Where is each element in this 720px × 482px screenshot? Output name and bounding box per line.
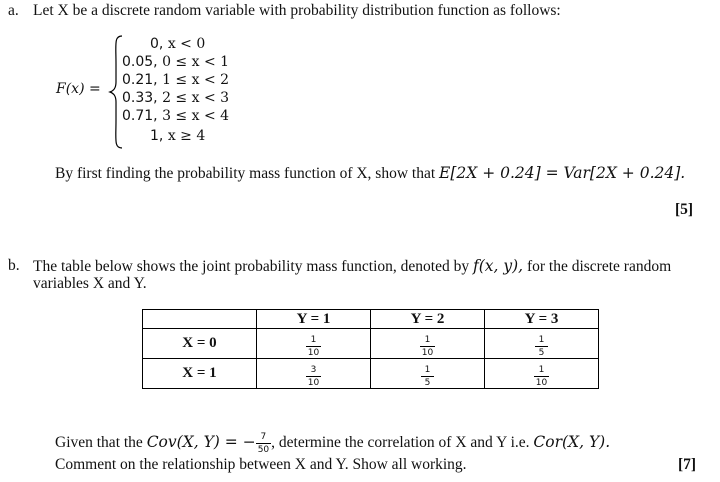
row-header-x0: X = 0 — [143, 329, 257, 359]
case-value: 0.71 — [122, 108, 154, 124]
case-separator: , — [158, 36, 168, 52]
cell-x1-y2: $\frac{1}{5}$ — [371, 359, 485, 389]
question-b-label: b. — [8, 257, 20, 274]
case-value: 0.33 — [122, 90, 154, 106]
cell-x1-y3: $\frac{1}{10}$ — [485, 359, 599, 389]
case-value: 1 — [150, 128, 159, 144]
question-b-marks: [7] — [678, 456, 697, 473]
cell-x0-y2: $\frac{1}{10}$ — [371, 329, 485, 359]
case-condition: x ≥ 4 — [167, 128, 206, 144]
col-header-y3: Y = 3 — [485, 310, 599, 329]
question-a-label: a. — [8, 2, 19, 19]
case-condition: 1 ≤ x < 2 — [162, 72, 230, 88]
question-b-intro-line2: variables X and Y. — [33, 275, 147, 292]
case-condition: 3 ≤ x < 4 — [162, 108, 230, 124]
given-line: Given that the Cov(X, Y) = − $\frac{7}{50}$ , determine the correlation of X and Y i.e. Cor(X, Y). — [55, 432, 611, 455]
joint-pmf-table — [142, 309, 599, 389]
piecewise-case — [122, 108, 229, 124]
case-value: 0.21 — [122, 72, 154, 88]
cell-x0-y1: $\frac{1}{10}$ — [257, 329, 371, 359]
question-a-prompt: By first finding the probability mass function of X, show that E[2X + 0.24] = Var[2X + 0.24]. — [55, 164, 686, 182]
question-a-marks: [5] — [675, 201, 694, 218]
case-condition: 2 ≤ x < 3 — [162, 90, 230, 106]
case-separator: , — [153, 90, 163, 106]
question-b-intro-line1: The table below shows the joint probability mass function, denoted by f(x, y), for the discrete random — [33, 257, 672, 275]
piecewise-case — [150, 36, 205, 52]
col-header-y1: Y = 1 — [257, 310, 371, 329]
case-value: 0.05 — [122, 54, 154, 70]
case-separator: , — [158, 128, 168, 144]
case-value: 0 — [150, 36, 159, 52]
piecewise-case — [122, 72, 229, 88]
case-condition: 0 ≤ x < 1 — [162, 54, 230, 70]
function-label: F(x) = — [56, 81, 101, 97]
cell-x1-y1: $\frac{3}{10}$ — [257, 359, 371, 389]
piecewise-case — [122, 90, 229, 106]
col-header-y2: Y = 2 — [371, 310, 485, 329]
case-separator: , — [153, 72, 163, 88]
case-separator: , — [153, 108, 163, 124]
row-header-x1: X = 1 — [143, 359, 257, 389]
piecewise-case — [122, 54, 229, 70]
question-a-intro: Let X be a discrete random variable with probability distribution function as follows: — [33, 2, 561, 19]
comment-line: Comment on the relationship between X and Y. Show all working. — [55, 456, 467, 473]
case-separator: , — [153, 54, 163, 70]
table-corner — [143, 310, 257, 329]
cell-x0-y3: $\frac{1}{5}$ — [485, 329, 599, 359]
piecewise-case — [150, 128, 205, 144]
case-condition: x < 0 — [167, 36, 206, 52]
